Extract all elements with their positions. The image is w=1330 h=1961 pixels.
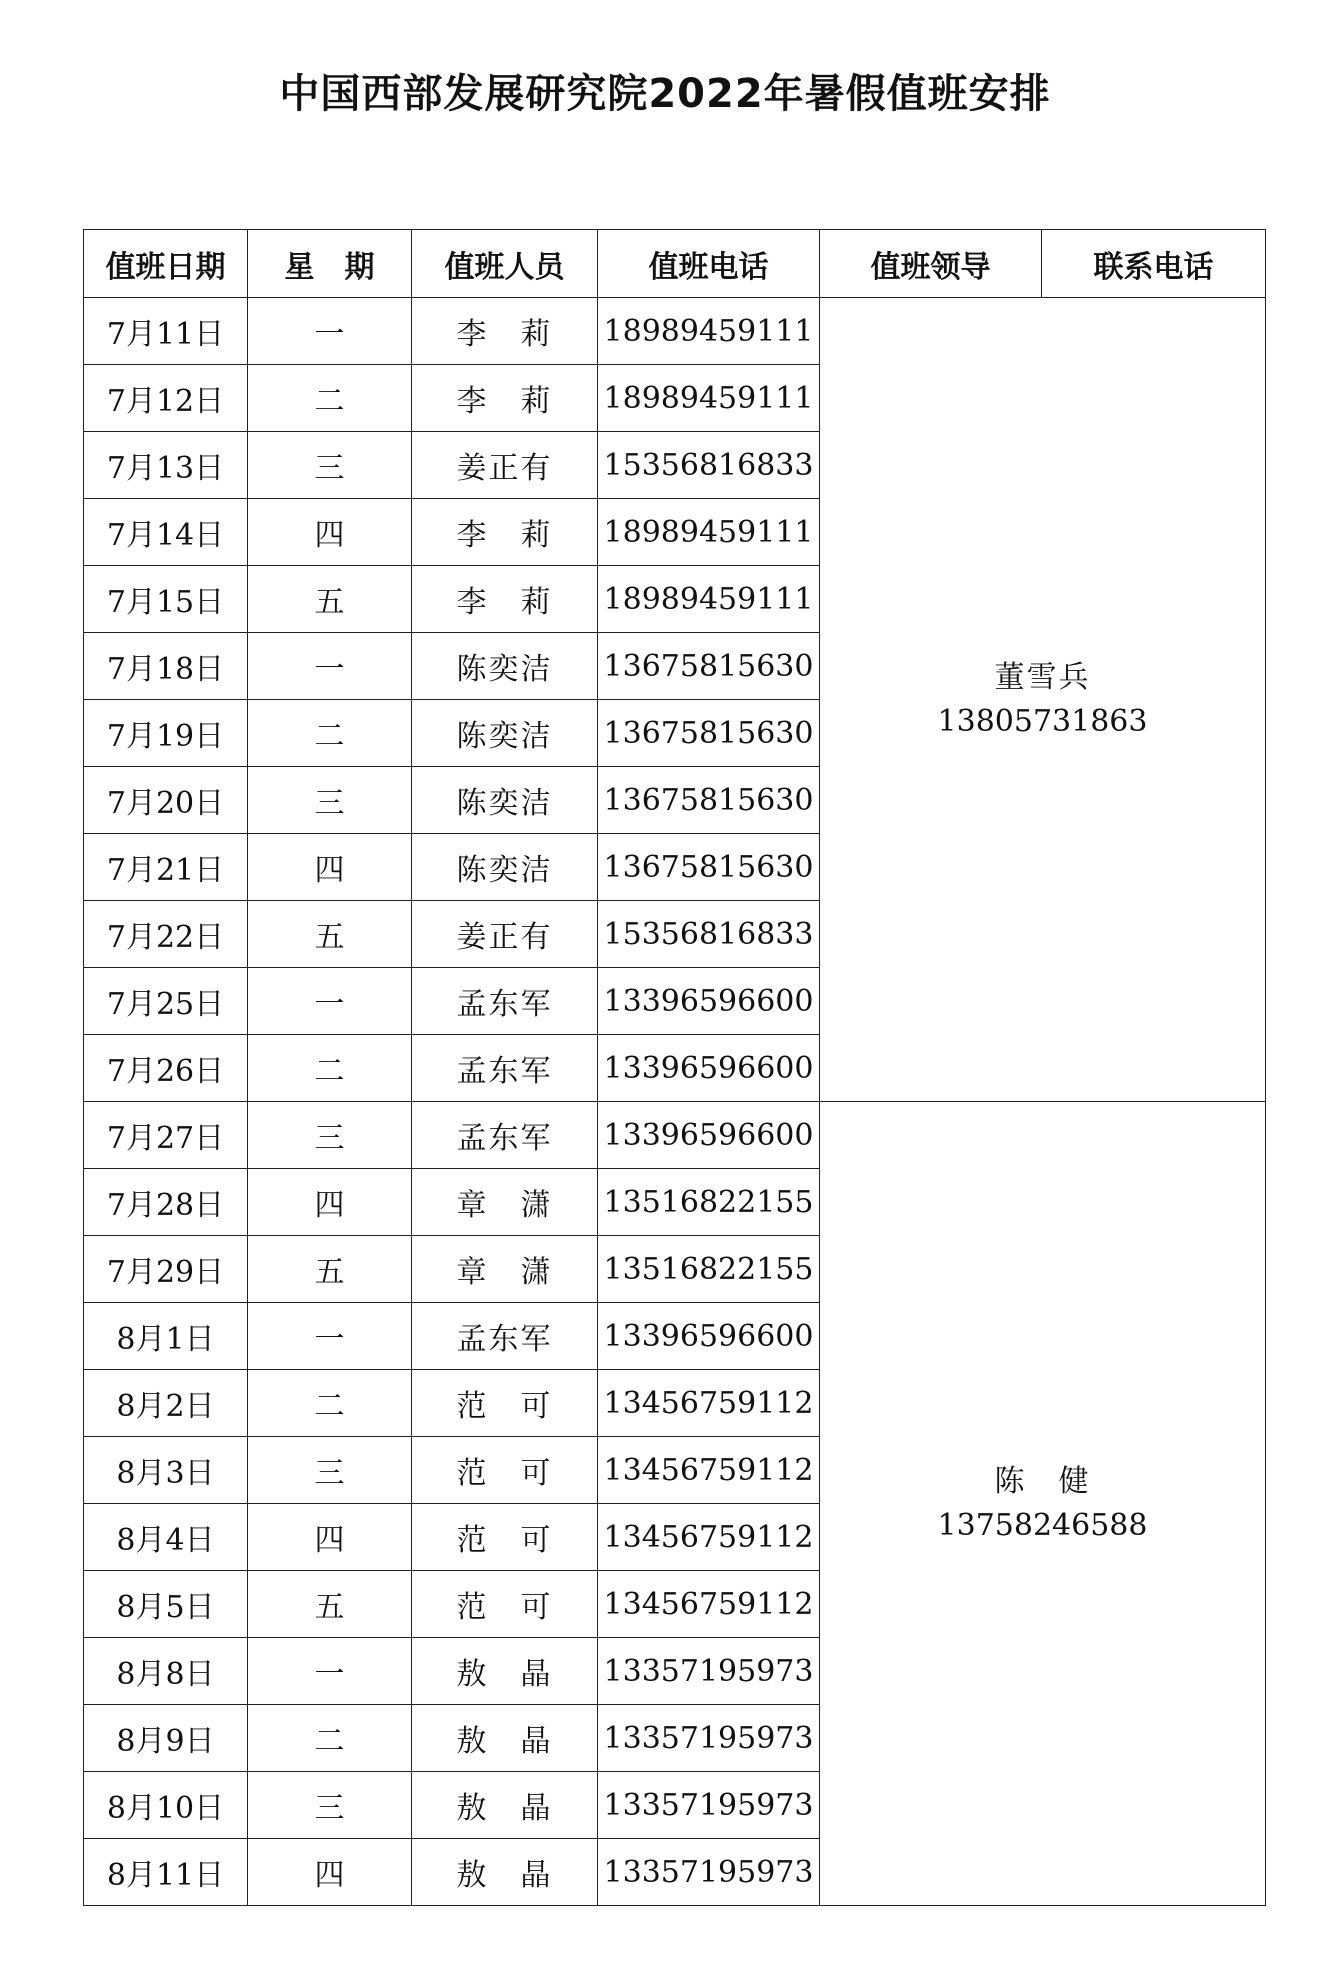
- phone-cell: 13357195973: [598, 1772, 820, 1839]
- staff-cell: 敖 晶: [412, 1705, 598, 1772]
- weekday-cell: 四: [248, 834, 412, 901]
- phone-cell: 13396596600: [598, 1035, 820, 1102]
- date-cell: 7月25日: [84, 968, 248, 1035]
- date-cell: 7月21日: [84, 834, 248, 901]
- date-cell: 7月11日: [84, 298, 248, 365]
- phone-cell: 13396596600: [598, 1303, 820, 1370]
- staff-cell: 姜正有: [412, 432, 598, 499]
- page-title: 中国西部发展研究院2022年暑假值班安排: [279, 71, 1051, 117]
- staff-cell: 敖 晶: [412, 1839, 598, 1906]
- staff-cell: 孟东军: [412, 1102, 598, 1169]
- date-cell: 8月1日: [84, 1303, 248, 1370]
- header-weekday: 星 期: [248, 230, 412, 298]
- weekday-cell: 一: [248, 633, 412, 700]
- phone-cell: 15356816833: [598, 901, 820, 968]
- date-cell: 8月5日: [84, 1571, 248, 1638]
- weekday-cell: 五: [248, 1236, 412, 1303]
- header-leader-phone: 联系电话: [1042, 230, 1266, 298]
- weekday-cell: 三: [248, 767, 412, 834]
- date-cell: 7月15日: [84, 566, 248, 633]
- header-leader: 值班领导: [820, 230, 1042, 298]
- phone-cell: 13456759112: [598, 1370, 820, 1437]
- duty-leader-phone: 13805731863: [937, 703, 1148, 739]
- phone-cell: 18989459111: [598, 298, 820, 365]
- weekday-cell: 二: [248, 700, 412, 767]
- date-cell: 8月3日: [84, 1437, 248, 1504]
- staff-cell: 孟东军: [412, 1303, 598, 1370]
- phone-cell: 13675815630: [598, 633, 820, 700]
- staff-cell: 章 潇: [412, 1169, 598, 1236]
- phone-cell: 13357195973: [598, 1638, 820, 1705]
- date-cell: 8月11日: [84, 1839, 248, 1906]
- header-staff: 值班人员: [412, 230, 598, 298]
- phone-cell: 13516822155: [598, 1169, 820, 1236]
- staff-cell: 陈奕洁: [412, 633, 598, 700]
- phone-cell: 18989459111: [598, 566, 820, 633]
- staff-cell: 范 可: [412, 1504, 598, 1571]
- date-cell: 8月9日: [84, 1705, 248, 1772]
- staff-cell: 孟东军: [412, 1035, 598, 1102]
- date-cell: 7月28日: [84, 1169, 248, 1236]
- weekday-cell: 二: [248, 1705, 412, 1772]
- date-cell: 7月22日: [84, 901, 248, 968]
- phone-cell: 13396596600: [598, 1102, 820, 1169]
- phone-cell: 13456759112: [598, 1437, 820, 1504]
- staff-cell: 陈奕洁: [412, 834, 598, 901]
- weekday-cell: 一: [248, 298, 412, 365]
- weekday-cell: 三: [248, 1102, 412, 1169]
- weekday-cell: 五: [248, 901, 412, 968]
- phone-cell: 15356816833: [598, 432, 820, 499]
- weekday-cell: 二: [248, 1035, 412, 1102]
- phone-cell: 13357195973: [598, 1839, 820, 1906]
- date-cell: 7月29日: [84, 1236, 248, 1303]
- duty-leader-phone: 13758246588: [937, 1507, 1148, 1543]
- weekday-cell: 四: [248, 1839, 412, 1906]
- staff-cell: 李 莉: [412, 566, 598, 633]
- staff-cell: 敖 晶: [412, 1772, 598, 1839]
- phone-cell: 13675815630: [598, 700, 820, 767]
- date-cell: 7月26日: [84, 1035, 248, 1102]
- weekday-cell: 三: [248, 432, 412, 499]
- date-cell: 7月18日: [84, 633, 248, 700]
- phone-cell: 13675815630: [598, 834, 820, 901]
- table-body: [84, 298, 1266, 1906]
- staff-cell: 范 可: [412, 1571, 598, 1638]
- weekday-cell: 三: [248, 1437, 412, 1504]
- phone-cell: 13516822155: [598, 1236, 820, 1303]
- weekday-cell: 一: [248, 968, 412, 1035]
- phone-cell: 13675815630: [598, 767, 820, 834]
- staff-cell: 李 莉: [412, 365, 598, 432]
- phone-cell: 18989459111: [598, 365, 820, 432]
- phone-cell: 13456759112: [598, 1571, 820, 1638]
- phone-cell: 13357195973: [598, 1705, 820, 1772]
- staff-cell: 范 可: [412, 1370, 598, 1437]
- header-date: 值班日期: [84, 230, 248, 298]
- staff-cell: 孟东军: [412, 968, 598, 1035]
- phone-cell: 18989459111: [598, 499, 820, 566]
- date-cell: 7月13日: [84, 432, 248, 499]
- weekday-cell: 一: [248, 1303, 412, 1370]
- date-cell: 7月19日: [84, 700, 248, 767]
- duty-leader-name: 董雪兵: [994, 659, 1091, 695]
- weekday-cell: 三: [248, 1772, 412, 1839]
- duty-leader-cell: [820, 298, 1266, 1102]
- duty-leader-name: 陈 健: [994, 1463, 1091, 1499]
- staff-cell: 李 莉: [412, 298, 598, 365]
- weekday-cell: 四: [248, 1504, 412, 1571]
- staff-cell: 章 潇: [412, 1236, 598, 1303]
- weekday-cell: 二: [248, 1370, 412, 1437]
- table-row: [84, 298, 1266, 365]
- staff-cell: 姜正有: [412, 901, 598, 968]
- phone-cell: 13396596600: [598, 968, 820, 1035]
- table-header-row: [84, 230, 1266, 298]
- weekday-cell: 二: [248, 365, 412, 432]
- staff-cell: 陈奕洁: [412, 700, 598, 767]
- table-row: [84, 1102, 1266, 1169]
- weekday-cell: 一: [248, 1638, 412, 1705]
- date-cell: 7月27日: [84, 1102, 248, 1169]
- weekday-cell: 四: [248, 1169, 412, 1236]
- duty-roster-table: [83, 229, 1266, 1906]
- date-cell: 7月12日: [84, 365, 248, 432]
- duty-leader-cell: [820, 1102, 1266, 1906]
- date-cell: 8月8日: [84, 1638, 248, 1705]
- header-phone: 值班电话: [598, 230, 820, 298]
- date-cell: 8月2日: [84, 1370, 248, 1437]
- date-cell: 8月4日: [84, 1504, 248, 1571]
- date-cell: 8月10日: [84, 1772, 248, 1839]
- staff-cell: 李 莉: [412, 499, 598, 566]
- weekday-cell: 五: [248, 566, 412, 633]
- date-cell: 7月14日: [84, 499, 248, 566]
- date-cell: 7月20日: [84, 767, 248, 834]
- staff-cell: 敖 晶: [412, 1638, 598, 1705]
- staff-cell: 陈奕洁: [412, 767, 598, 834]
- phone-cell: 13456759112: [598, 1504, 820, 1571]
- weekday-cell: 五: [248, 1571, 412, 1638]
- staff-cell: 范 可: [412, 1437, 598, 1504]
- weekday-cell: 四: [248, 499, 412, 566]
